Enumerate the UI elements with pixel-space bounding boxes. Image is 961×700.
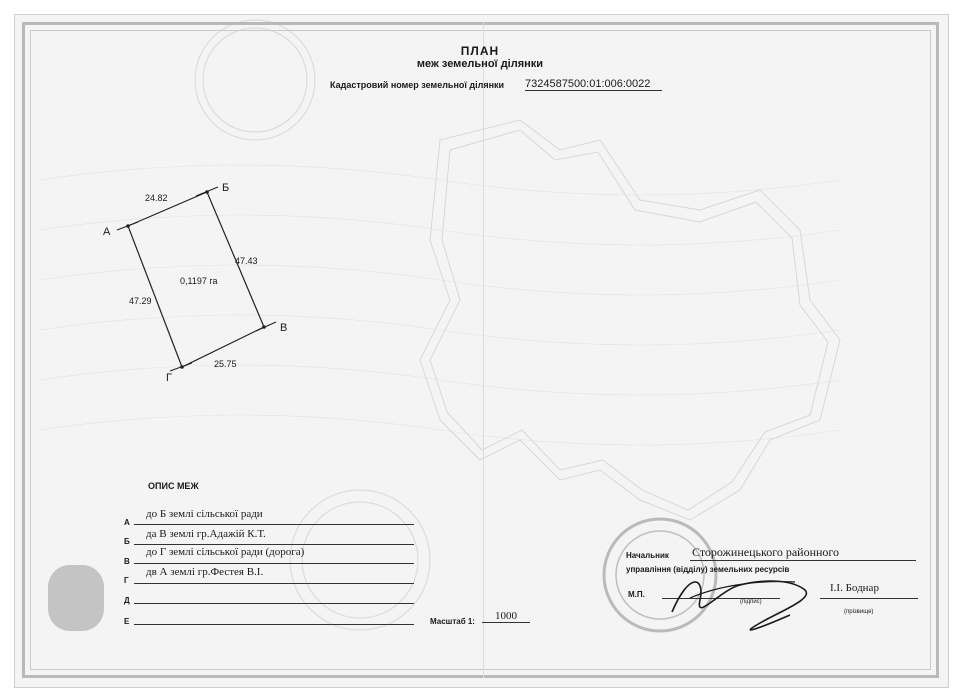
department-label: управління (відділу) земельних ресурсів xyxy=(626,565,790,574)
boundary-line xyxy=(134,583,414,584)
stamp-place-label: М.П. xyxy=(628,590,645,599)
cadastral-label: Кадастровий номер земельної ділянки xyxy=(330,80,505,90)
boundary-line xyxy=(134,544,414,545)
boundary-line xyxy=(134,603,414,604)
side-ab-length: 24.82 xyxy=(145,193,168,203)
boundary-letter: Б xyxy=(124,537,130,546)
side-bv-length: 47.43 xyxy=(235,256,258,266)
point-b-label: Б xyxy=(222,182,230,194)
side-ga-length: 47.29 xyxy=(129,296,152,306)
plan-title: ПЛАН xyxy=(460,44,500,58)
cadastral-number: 7324587500:01:006:0022 xyxy=(525,78,662,91)
boundary-letter: В xyxy=(124,557,130,566)
boundary-line xyxy=(134,624,414,625)
boundary-line xyxy=(134,563,414,564)
boundary-text: дв А землі гр.Фестея В.І. xyxy=(146,566,264,578)
scale-value: 1000 xyxy=(482,610,530,623)
boundary-letter: Г xyxy=(124,576,129,585)
boundaries-title: ОПИС МЕЖ xyxy=(148,481,199,491)
signer-name-line xyxy=(820,598,918,599)
boundary-letter: Е xyxy=(124,617,130,626)
side-vg-length: 25.75 xyxy=(214,359,237,369)
boundary-line xyxy=(134,524,414,525)
chief-line xyxy=(690,560,916,561)
surname-caption: (прізвище) xyxy=(844,609,874,615)
scale-label: Масштаб 1: xyxy=(430,617,475,626)
boundary-text: да В землі гр.Адажій К.Т. xyxy=(146,528,266,540)
signature-line xyxy=(662,598,780,599)
boundary-letter: А xyxy=(124,518,130,527)
boundary-text: до Г землі сільської ради (дорога) xyxy=(146,546,305,558)
point-g-label: Г xyxy=(166,372,172,384)
point-v-label: В xyxy=(280,322,288,334)
plan-subtitle: меж земельної ділянки xyxy=(416,58,544,70)
signer-name: І.І. Боднар xyxy=(830,582,879,594)
chief-value: Сторожинецького районного xyxy=(692,545,840,559)
point-a-label: А xyxy=(103,226,111,238)
boundary-text: до Б землі сільської ради xyxy=(146,508,263,520)
plot-area: 0,1197 га xyxy=(180,276,218,286)
signature-caption: (підпис) xyxy=(740,599,762,605)
boundary-letter: Д xyxy=(124,596,130,605)
chief-label: Начальник xyxy=(626,551,669,560)
